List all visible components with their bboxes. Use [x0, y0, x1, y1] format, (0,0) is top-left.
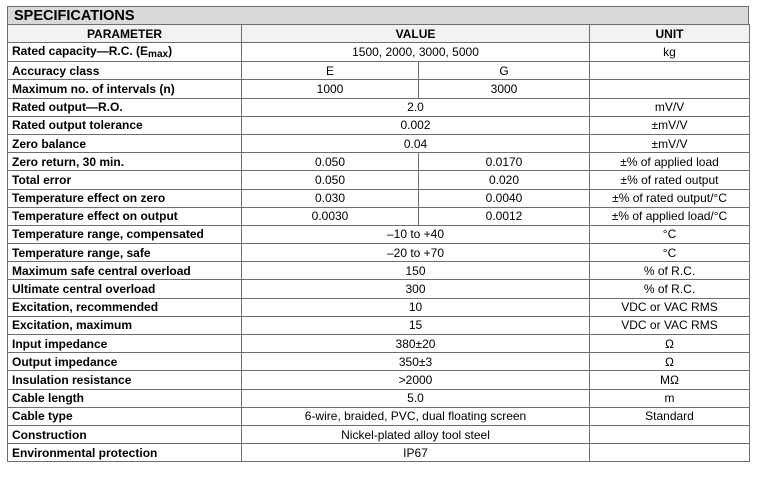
- row-parameter: Accuracy class: [8, 62, 242, 80]
- table-row: [8, 316, 750, 334]
- header-value: VALUE: [242, 25, 590, 43]
- row-value-class-g: 3000: [419, 80, 590, 98]
- table-row: [8, 189, 750, 207]
- row-parameter: Cable length: [8, 389, 242, 407]
- row-value: –20 to +70: [242, 244, 590, 262]
- table-row: [8, 80, 750, 98]
- row-unit: mV/V: [590, 98, 750, 116]
- row-unit: [590, 62, 750, 80]
- table-row: [8, 353, 750, 371]
- header-unit: UNIT: [590, 25, 750, 43]
- row-parameter: Rated output tolerance: [8, 116, 242, 134]
- table-row: [8, 116, 750, 134]
- table-row: [8, 207, 750, 225]
- row-parameter: Environmental protection: [8, 444, 242, 462]
- table-row: [8, 62, 750, 80]
- row-value: 350±3: [242, 353, 590, 371]
- row-unit: ±mV/V: [590, 134, 750, 152]
- row-value: 380±20: [242, 335, 590, 353]
- row-parameter: Cable type: [8, 407, 242, 425]
- row-parameter: Insulation resistance: [8, 371, 242, 389]
- row-parameter: Maximum no. of intervals (n): [8, 80, 242, 98]
- row-unit: VDC or VAC RMS: [590, 316, 750, 334]
- row-parameter: Total error: [8, 171, 242, 189]
- row-unit: [590, 444, 750, 462]
- row-value: 300: [242, 280, 590, 298]
- row-parameter: Zero return, 30 min.: [8, 153, 242, 171]
- row-unit: VDC or VAC RMS: [590, 298, 750, 316]
- table-row: [8, 371, 750, 389]
- table-row: [8, 389, 750, 407]
- row-unit: kg: [590, 43, 750, 62]
- row-value-class-e: 0.030: [242, 189, 419, 207]
- table-row: [8, 335, 750, 353]
- row-unit: Ω: [590, 353, 750, 371]
- specifications-table-container: [7, 6, 749, 462]
- row-unit: ±mV/V: [590, 116, 750, 134]
- table-row: [8, 98, 750, 116]
- row-parameter: Zero balance: [8, 134, 242, 152]
- row-parameter: Rated output—R.O.: [8, 98, 242, 116]
- table-row: [8, 298, 750, 316]
- row-unit: °C: [590, 225, 750, 243]
- row-unit: % of R.C.: [590, 262, 750, 280]
- row-parameter: Temperature range, compensated: [8, 225, 242, 243]
- table-row: [8, 171, 750, 189]
- row-unit: ±% of rated output: [590, 171, 750, 189]
- table-row: [8, 134, 750, 152]
- row-parameter: Output impedance: [8, 353, 242, 371]
- row-parameter: Excitation, recommended: [8, 298, 242, 316]
- specifications-table: [7, 24, 750, 462]
- row-unit: m: [590, 389, 750, 407]
- row-value: 10: [242, 298, 590, 316]
- row-value-class-g: 0.0040: [419, 189, 590, 207]
- row-value: 150: [242, 262, 590, 280]
- row-value: 5.0: [242, 389, 590, 407]
- row-unit: °C: [590, 244, 750, 262]
- row-value-class-e: 0.050: [242, 153, 419, 171]
- row-parameter: Rated capacity—R.C. $(E_{max})$: [8, 43, 242, 62]
- row-unit: [590, 80, 750, 98]
- table-row: [8, 244, 750, 262]
- row-value: –10 to +40: [242, 225, 590, 243]
- table-row: [8, 153, 750, 171]
- row-value: Nickel-plated alloy tool steel: [242, 425, 590, 443]
- row-value: 6-wire, braided, PVC, dual floating screen: [242, 407, 590, 425]
- row-value-class-g: 0.0170: [419, 153, 590, 171]
- row-value: 0.002: [242, 116, 590, 134]
- table-row: [8, 407, 750, 425]
- row-value-class-e: 0.050: [242, 171, 419, 189]
- row-value: 2.0: [242, 98, 590, 116]
- row-value: 1500, 2000, 3000, 5000: [242, 43, 590, 62]
- row-unit: ±% of rated output/°C: [590, 189, 750, 207]
- row-value-class-e: 1000: [242, 80, 419, 98]
- row-unit: Ω: [590, 335, 750, 353]
- table-title: SPECIFICATIONS: [7, 6, 749, 24]
- row-value-class-e: 0.0030: [242, 207, 419, 225]
- row-parameter: Ultimate central overload: [8, 280, 242, 298]
- row-parameter: Temperature effect on zero: [8, 189, 242, 207]
- row-unit: Standard: [590, 407, 750, 425]
- table-row: [8, 444, 750, 462]
- row-unit: % of R.C.: [590, 280, 750, 298]
- header-parameter: PARAMETER: [8, 25, 242, 43]
- row-parameter: Construction: [8, 425, 242, 443]
- row-value-class-e: E: [242, 62, 419, 80]
- row-value: >2000: [242, 371, 590, 389]
- row-unit: ±% of applied load/°C: [590, 207, 750, 225]
- row-parameter: Input impedance: [8, 335, 242, 353]
- table-row: [8, 43, 750, 62]
- row-value: 15: [242, 316, 590, 334]
- row-unit: MΩ: [590, 371, 750, 389]
- row-value-class-g: 0.020: [419, 171, 590, 189]
- row-parameter: Excitation, maximum: [8, 316, 242, 334]
- table-row: [8, 262, 750, 280]
- row-parameter: Maximum safe central overload: [8, 262, 242, 280]
- row-unit: ±% of applied load: [590, 153, 750, 171]
- row-value-class-g: G: [419, 62, 590, 80]
- row-value: IP67: [242, 444, 590, 462]
- row-parameter: Temperature effect on output: [8, 207, 242, 225]
- table-row: [8, 280, 750, 298]
- row-unit: [590, 425, 750, 443]
- table-row: [8, 225, 750, 243]
- row-parameter: Temperature range, safe: [8, 244, 242, 262]
- row-value-class-g: 0.0012: [419, 207, 590, 225]
- table-row: [8, 425, 750, 443]
- row-value: 0.04: [242, 134, 590, 152]
- header-row: [8, 25, 750, 43]
